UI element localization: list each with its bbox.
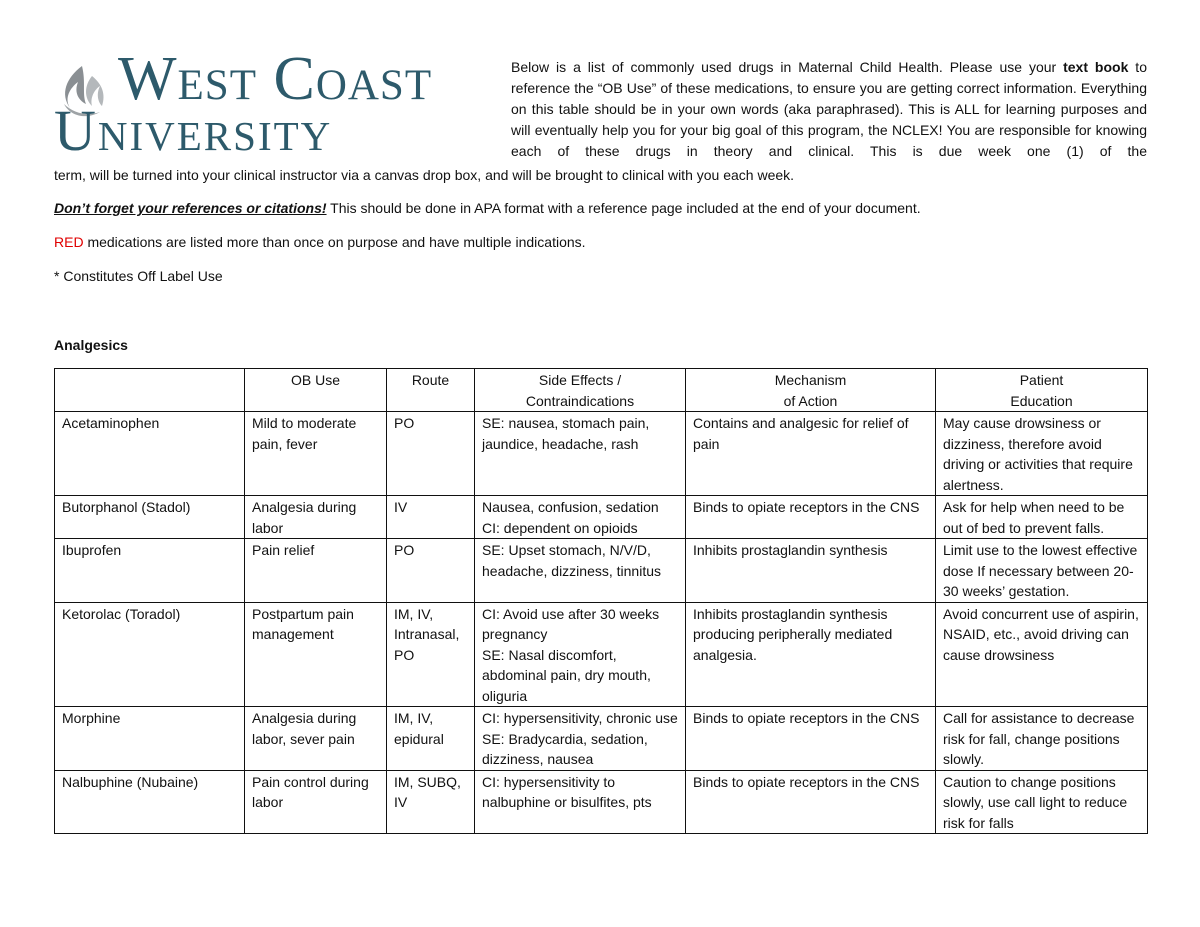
- mechanism-cell: Binds to opiate receptors in the CNS: [686, 496, 936, 539]
- education-cell: May cause drowsiness or dizziness, therefore avoid driving or activities that require alertness.: [936, 412, 1148, 496]
- red-note-text: medications are listed more than once on purpose and have multiple indications.: [83, 234, 586, 250]
- mechanism-cell: Binds to opiate receptors in the CNS: [686, 707, 936, 771]
- logo-text-line2: University: [54, 98, 333, 163]
- intro-text-part2: to reference the “OB Use” of these medications, to ensure you are getting correct information. Everything on this table should be in your own words (aka paraphrased). This is ALL for learning purposes and will eventually help you for your big goal of this program, the NCLEX! You are responsible for knowing each of these drugs in theory and clinical. This is due week one (1) of the: [511, 59, 1147, 159]
- table-row: [55, 707, 1148, 771]
- side-effects-cell: CI: hypersensitivity to nalbuphine or bisulfites, pts: [475, 770, 686, 834]
- red-medications-note: [54, 234, 586, 250]
- side-effects-cell: SE: nausea, stomach pain, jaundice, headache, rash: [475, 412, 686, 496]
- intro-paragraph: [511, 57, 1147, 162]
- mechanism-cell: Inhibits prostaglandin synthesis producing peripherally mediated analgesia.: [686, 602, 936, 707]
- red-label: RED: [54, 234, 84, 250]
- route-cell: IM, SUBQ, IV: [387, 770, 475, 834]
- education-cell: Call for assistance to decrease risk for fall, change positions slowly.: [936, 707, 1148, 771]
- table-row: [55, 412, 1148, 496]
- route-cell: PO: [387, 412, 475, 496]
- side-effects-cell: CI: Avoid use after 30 weeks pregnancy SE: Nasal discomfort, abdominal pain, dry mouth, oliguria: [475, 602, 686, 707]
- references-note: [54, 200, 921, 216]
- side-effects-cell: Nausea, confusion, sedation CI: dependent on opioids: [475, 496, 686, 539]
- education-cell: Caution to change positions slowly, use call light to reduce risk for falls: [936, 770, 1148, 834]
- route-cell: IM, IV, epidural: [387, 707, 475, 771]
- route-cell: PO: [387, 539, 475, 603]
- references-emphasis: Don’t forget your references or citations!: [54, 200, 327, 216]
- intro-text-bold: text book: [1063, 59, 1129, 75]
- header-ob-use: OB Use: [245, 369, 387, 412]
- section-title: Analgesics: [54, 337, 128, 353]
- header-mechanism: Mechanism of Action: [686, 369, 936, 412]
- drug-name-cell: Acetaminophen: [55, 412, 245, 496]
- logo-text-line1: West Coast: [118, 45, 433, 113]
- drug-name-cell: Ibuprofen: [55, 539, 245, 603]
- education-cell: Avoid concurrent use of aspirin, NSAID, etc., avoid driving can cause drowsiness: [936, 602, 1148, 707]
- ob-use-cell: Analgesia during labor, sever pain: [245, 707, 387, 771]
- drug-name-cell: Nalbuphine (Nubaine): [55, 770, 245, 834]
- mechanism-cell: Inhibits prostaglandin synthesis: [686, 539, 936, 603]
- table-header-row: [55, 369, 1148, 412]
- references-text: This should be done in APA format with a reference page included at the end of your document.: [326, 200, 921, 216]
- education-cell: Ask for help when need to be out of bed to prevent falls.: [936, 496, 1148, 539]
- off-label-note: * Constitutes Off Label Use: [54, 268, 223, 284]
- header-patient-education: Patient Education: [936, 369, 1148, 412]
- header-route: Route: [387, 369, 475, 412]
- table-row: [55, 770, 1148, 834]
- table-row: [55, 539, 1148, 603]
- ob-use-cell: Pain relief: [245, 539, 387, 603]
- table-row: [55, 602, 1148, 707]
- intro-text-part1: Below is a list of commonly used drugs in Maternal Child Health. Please use your: [511, 59, 1064, 75]
- header-side-effects: Side Effects / Contraindications: [475, 369, 686, 412]
- route-cell: IV: [387, 496, 475, 539]
- ob-use-cell: Mild to moderate pain, fever: [245, 412, 387, 496]
- drug-name-cell: Morphine: [55, 707, 245, 771]
- drug-name-cell: Ketorolac (Toradol): [55, 602, 245, 707]
- route-cell: IM, IV, Intranasal, PO: [387, 602, 475, 707]
- table-row: [55, 496, 1148, 539]
- university-logo: [54, 45, 499, 163]
- mechanism-cell: Contains and analgesic for relief of pain: [686, 412, 936, 496]
- header-drug: [55, 369, 245, 412]
- analgesics-table: [54, 368, 1148, 834]
- side-effects-cell: SE: Upset stomach, N/V/D, headache, dizziness, tinnitus: [475, 539, 686, 603]
- ob-use-cell: Postpartum pain management: [245, 602, 387, 707]
- side-effects-cell: CI: hypersensitivity, chronic use SE: Bradycardia, sedation, dizziness, nausea: [475, 707, 686, 771]
- intro-continuation: term, will be turned into your clinical instructor via a canvas drop box, and will be brought to clinical with you each week.: [54, 167, 795, 183]
- ob-use-cell: Analgesia during labor: [245, 496, 387, 539]
- education-cell: Limit use to the lowest effective dose If necessary between 20-30 weeks’ gestation.: [936, 539, 1148, 603]
- drug-name-cell: Butorphanol (Stadol): [55, 496, 245, 539]
- ob-use-cell: Pain control during labor: [245, 770, 387, 834]
- mechanism-cell: Binds to opiate receptors in the CNS: [686, 770, 936, 834]
